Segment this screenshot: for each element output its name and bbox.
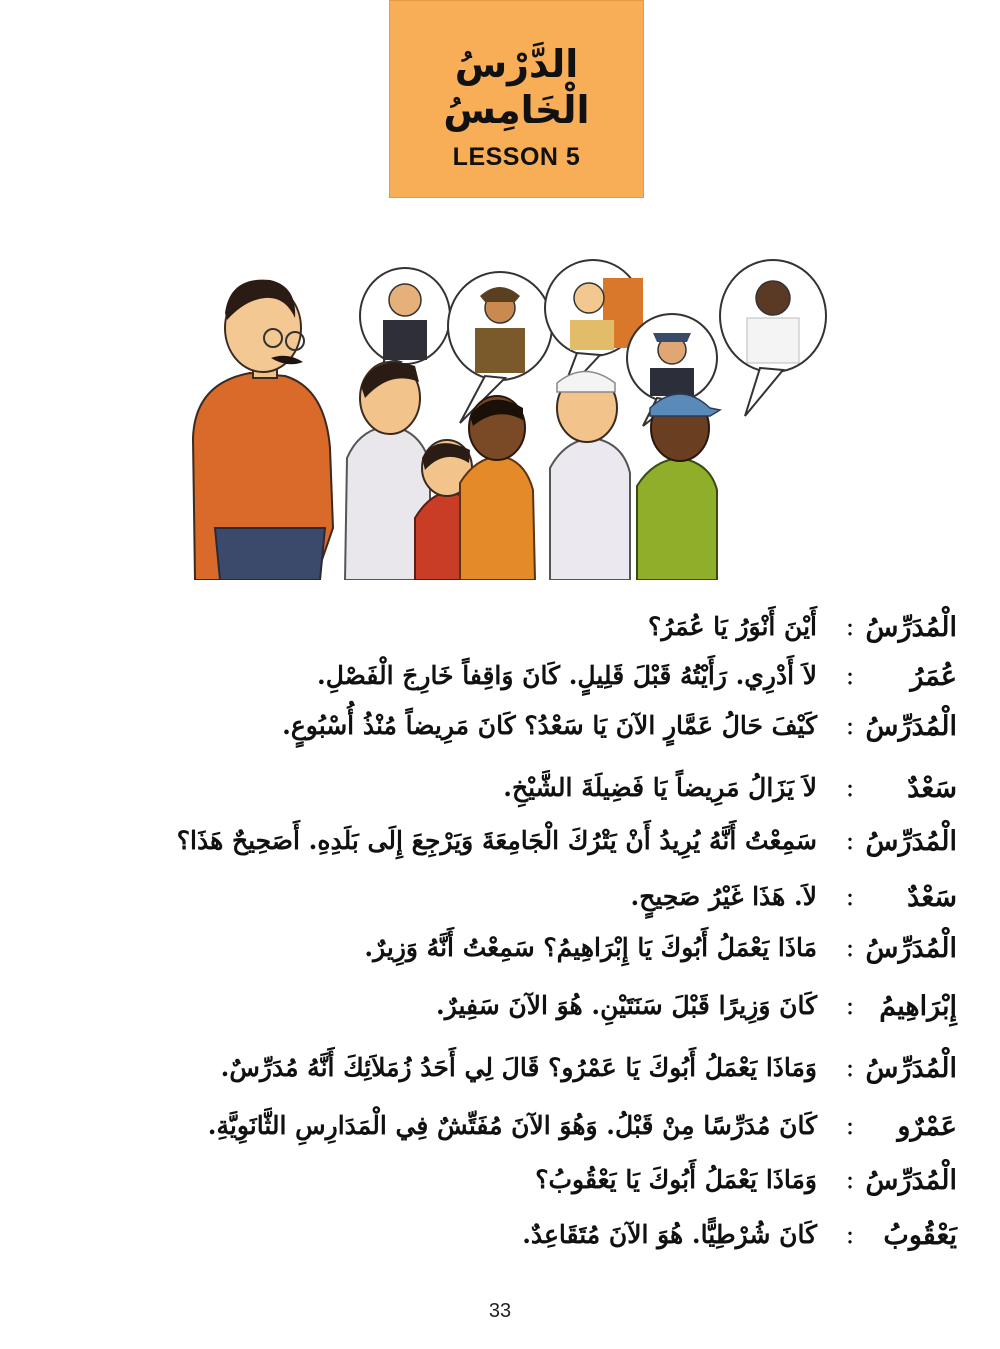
speaker-name: الْمُدَرِّسُ [865,933,957,964]
dialogue-line [0,661,1000,711]
speaker-name: سَعْدٌ [907,773,957,804]
utterance-text: كَانَ شُرْطِيًّا. هُوَ الآنَ مُتَقَاعِدٌ. [522,1220,817,1249]
separator-colon: : [845,612,855,642]
arabic-lesson-title: الدَّرْسُ الْخَامِسُ [443,42,590,132]
utterance-text: سَمِعْتُ أَنَّهُ يُرِيدُ أَنْ يَتْرُكَ الْجَامِعَةَ وَيَرْجِعَ إِلَى بَلَدِهِ. أَصَحِيحٌ هَذَا؟ [176,826,817,855]
speaker-name: الْمُدَرِّسُ [865,711,957,742]
utterance-text: كَانَ مُدَرِّسًا مِنْ قَبْلُ. وَهُوَ الآنَ مُفَتِّشٌ فِي الْمَدَارِسِ الثَّانَوِيَّةِ. [207,1111,817,1140]
speaker-name: الْمُدَرِّسُ [865,612,957,643]
utterance-text: لاَ أَدْرِي. رَأَيْتُهُ قَبْلَ قَلِيلٍ. كَانَ وَاقِفاً خَارِجَ الْفَصْلِ. [317,661,817,690]
speaker-name: الْمُدَرِّسُ [865,1165,957,1196]
separator-colon: : [845,1220,855,1250]
separator-colon: : [845,933,855,963]
dialogue-line [0,1220,1000,1270]
english-lesson-title: LESSON 5 [452,143,581,171]
separator-colon: : [845,711,855,741]
utterance-text: لاَ يَزَالُ مَرِيضاً يَا فَضِيلَةَ الشَّيْخِ. [503,773,817,802]
speaker-name: سَعْدٌ [907,882,957,913]
speaker-name: يَعْقُوبُ [883,1220,957,1251]
speaker-name: الْمُدَرِّسُ [865,826,957,857]
separator-colon: : [845,773,855,803]
separator-colon: : [845,991,855,1021]
separator-colon: : [845,882,855,912]
dialogue-line [0,826,1000,876]
utterance-text: كَيْفَ حَالُ عَمَّارٍ الآنَ يَا سَعْدُ؟ كَانَ مَرِيضاً مُنْذُ أُسْبُوعٍ. [282,711,817,740]
separator-colon: : [845,661,855,691]
dialogue-line [0,1165,1000,1215]
separator-colon: : [845,1053,855,1083]
separator-colon: : [845,1165,855,1195]
utterance-text: وَمَاذَا يَعْمَلُ أَبُوكَ يَا عَمْرُو؟ قَالَ لِي أَحَدُ زُمَلاَئِكَ أَنَّهُ مُدَرِّسٌ. [220,1053,817,1082]
dialogue-line [0,1111,1000,1161]
utterance-text: لاَ. هَذَا غَيْرُ صَحِيحٍ. [630,882,817,911]
dialogue-line [0,933,1000,983]
separator-colon: : [845,826,855,856]
page-number: 33 [488,1300,512,1322]
speaker-name: إِبْرَاهِيمُ [879,991,957,1022]
utterance-text: أَيْنَ أَنْوَرُ يَا عُمَرُ؟ [648,612,817,641]
speaker-name: عَمْرٌو [897,1111,957,1142]
speaker-name: عُمَرُ [910,661,957,692]
dialogue-line [0,773,1000,823]
dialogue-line [0,991,1000,1041]
dialogue-line [0,882,1000,932]
speaker-name: الْمُدَرِّسُ [865,1053,957,1084]
dialogue-line [0,612,1000,662]
separator-colon: : [845,1111,855,1141]
utterance-text: كَانَ وَزِيرًا قَبْلَ سَنَتَيْنِ. هُوَ الآنَ سَفِيرٌ. [436,991,817,1020]
utterance-text: مَاذَا يَعْمَلُ أَبُوكَ يَا إِبْرَاهِيمُ؟ سَمِعْتُ أَنَّهُ وَزِيرٌ. [364,933,817,962]
dialogue-line [0,1053,1000,1103]
utterance-text: وَمَاذَا يَعْمَلُ أَبُوكَ يَا يَعْقُوبُ؟ [535,1165,817,1194]
dialogue-line [0,711,1000,761]
